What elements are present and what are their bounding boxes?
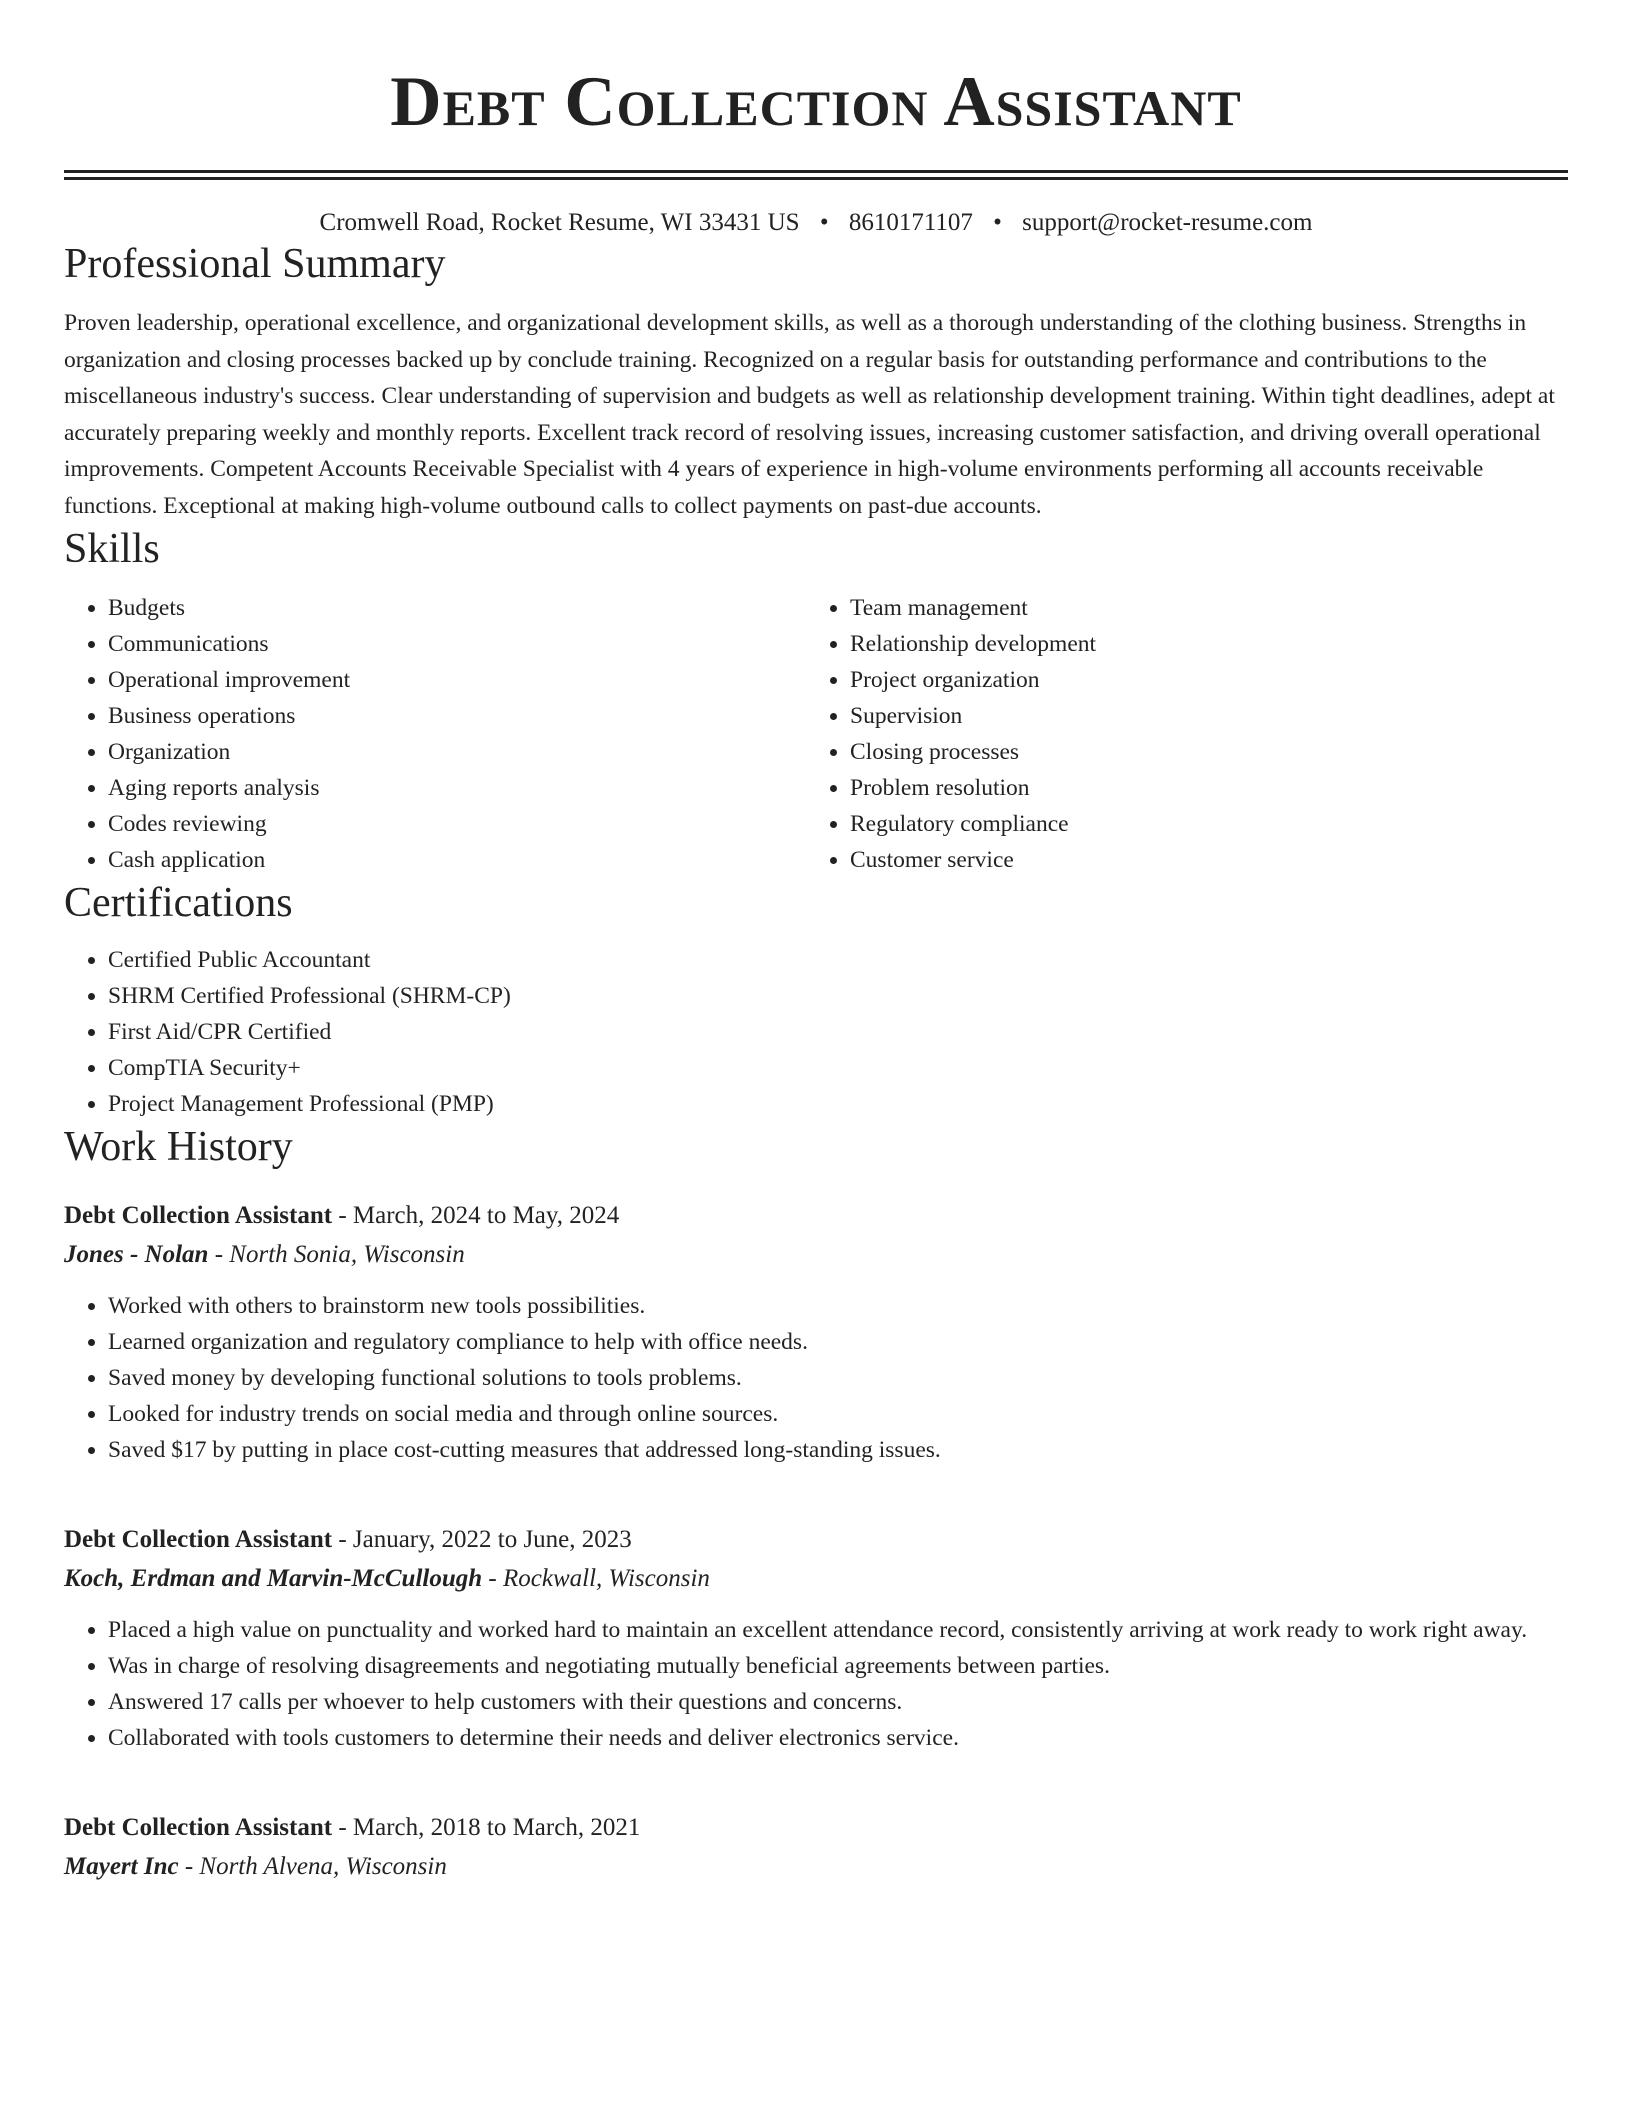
skills-heading: Skills [64, 526, 160, 572]
job-dates: - March, 2018 to March, 2021 [332, 1814, 641, 1841]
job-title: Debt Collection Assistant [64, 1526, 333, 1553]
certifications-list [64, 942, 1568, 1122]
work-history-heading: Work History [64, 1124, 293, 1170]
certification-item: • CompTIA Security+ [108, 1050, 1568, 1086]
company-location: - North Sonia, Wisconsin [208, 1241, 465, 1268]
job-bullet: • Saved $17 by putting in place cost-cutting measures that addressed long-standing issues. [108, 1432, 1568, 1468]
contact-info [64, 207, 1568, 239]
job-bullet: • Worked with others to brainstorm new tools possibilities. [108, 1288, 1568, 1324]
job-title-line [64, 1808, 1568, 1848]
company-line [64, 1848, 1568, 1886]
company-name: Jones - Nolan [64, 1241, 209, 1268]
company-name: Mayert Inc [64, 1853, 179, 1880]
skill-item: • Project organization [850, 662, 1548, 698]
certification-item: • First Aid/CPR Certified [108, 1014, 1568, 1050]
summary-text: Proven leadership, operational excellence, and organizational development skills, as well as a thorough understanding of the clothing business. Strengths in organization and closing processes backed up by conclude training. Recognized on a regular basis for outstanding performance and contributions to the miscellaneous industry's success. Clear understanding of supervision and budgets as well as relationship development training. Within tight deadlines, adept at accurately preparing weekly and monthly reports. Excellent track record of resolving issues, increasing customer satisfaction, and driving overall operational improvements. Competent Accounts Receivable Specialist with 4 years of experience in high-volume environments performing all accounts receivable functions. Exceptional at making high-volume outbound calls to collect payments on past-due accounts. [64, 310, 1555, 519]
job-entry [64, 1196, 1568, 1468]
job-dates: - January, 2022 to June, 2023 [332, 1526, 632, 1553]
contact-separator: • [993, 209, 1002, 236]
skills-list-right [806, 590, 1548, 878]
company-location: - North Alvena, Wisconsin [178, 1853, 447, 1880]
skill-item: • Closing processes [850, 734, 1548, 770]
resume-page [64, 0, 1568, 1886]
certification-item: • Project Management Professional (PMP) [108, 1086, 1568, 1122]
job-bullet: • Was in charge of resolving disagreements and negotiating mutually beneficial agreements between parties. [108, 1648, 1568, 1684]
company-line [64, 1236, 1568, 1274]
job-bullet: • Looked for industry trends on social media and through online sources. [108, 1396, 1568, 1432]
job-entry [64, 1520, 1568, 1756]
skill-item: • Organization [108, 734, 806, 770]
job-title-line [64, 1520, 1568, 1560]
job-bullet: • Answered 17 calls per whoever to help customers with their questions and concerns. [108, 1684, 1568, 1720]
summary-heading: Professional Summary [64, 241, 446, 287]
job-bullet: • Placed a high value on punctuality and worked hard to maintain an excellent attendance record, consistently arriving at work ready to work right away. [108, 1612, 1568, 1648]
skills-grid [64, 590, 1568, 878]
certification-item: • SHRM Certified Professional (SHRM-CP) [108, 978, 1568, 1014]
skill-item: • Cash application [108, 842, 806, 878]
skill-item: • Regulatory compliance [850, 806, 1548, 842]
job-title-line [64, 1196, 1568, 1236]
job-bullet: • Collaborated with tools customers to determine their needs and deliver electronics service. [108, 1720, 1568, 1756]
contact-address: Cromwell Road, Rocket Resume, WI 33431 US [319, 209, 800, 236]
job-bullet: • Learned organization and regulatory compliance to help with office needs. [108, 1324, 1568, 1360]
skill-item: • Codes reviewing [108, 806, 806, 842]
skill-item: • Aging reports analysis [108, 770, 806, 806]
skill-item: • Operational improvement [108, 662, 806, 698]
header-double-rule [64, 170, 1568, 180]
skill-item: • Customer service [850, 842, 1548, 878]
skill-item: • Relationship development [850, 626, 1548, 662]
company-location: - Rockwall, Wisconsin [482, 1565, 710, 1592]
company-name: Koch, Erdman and Marvin-McCullough [64, 1565, 483, 1592]
job-dates: - March, 2024 to May, 2024 [332, 1202, 620, 1229]
job-bullets [64, 1288, 1568, 1468]
skill-item: • Business operations [108, 698, 806, 734]
skill-item: • Communications [108, 626, 806, 662]
job-bullets [64, 1612, 1568, 1756]
skills-list-left [64, 590, 806, 878]
skill-item: • Problem resolution [850, 770, 1548, 806]
job-bullet: • Saved money by developing functional solutions to tools problems. [108, 1360, 1568, 1396]
certification-item: • Certified Public Accountant [108, 942, 1568, 978]
certifications-heading: Certifications [64, 880, 293, 926]
job-title: Debt Collection Assistant [64, 1202, 333, 1229]
skill-item: • Team management [850, 590, 1548, 626]
company-line [64, 1560, 1568, 1598]
contact-phone: 8610171107 [848, 209, 973, 236]
contact-separator: • [819, 209, 829, 236]
resume-name: Debt Collection Assistant [390, 63, 1242, 141]
contact-email: support@rocket-resume.com [1022, 209, 1313, 236]
skill-item: • Budgets [108, 590, 806, 626]
skill-item: • Supervision [850, 698, 1548, 734]
job-title: Debt Collection Assistant [64, 1814, 333, 1841]
job-entry [64, 1808, 1568, 1886]
